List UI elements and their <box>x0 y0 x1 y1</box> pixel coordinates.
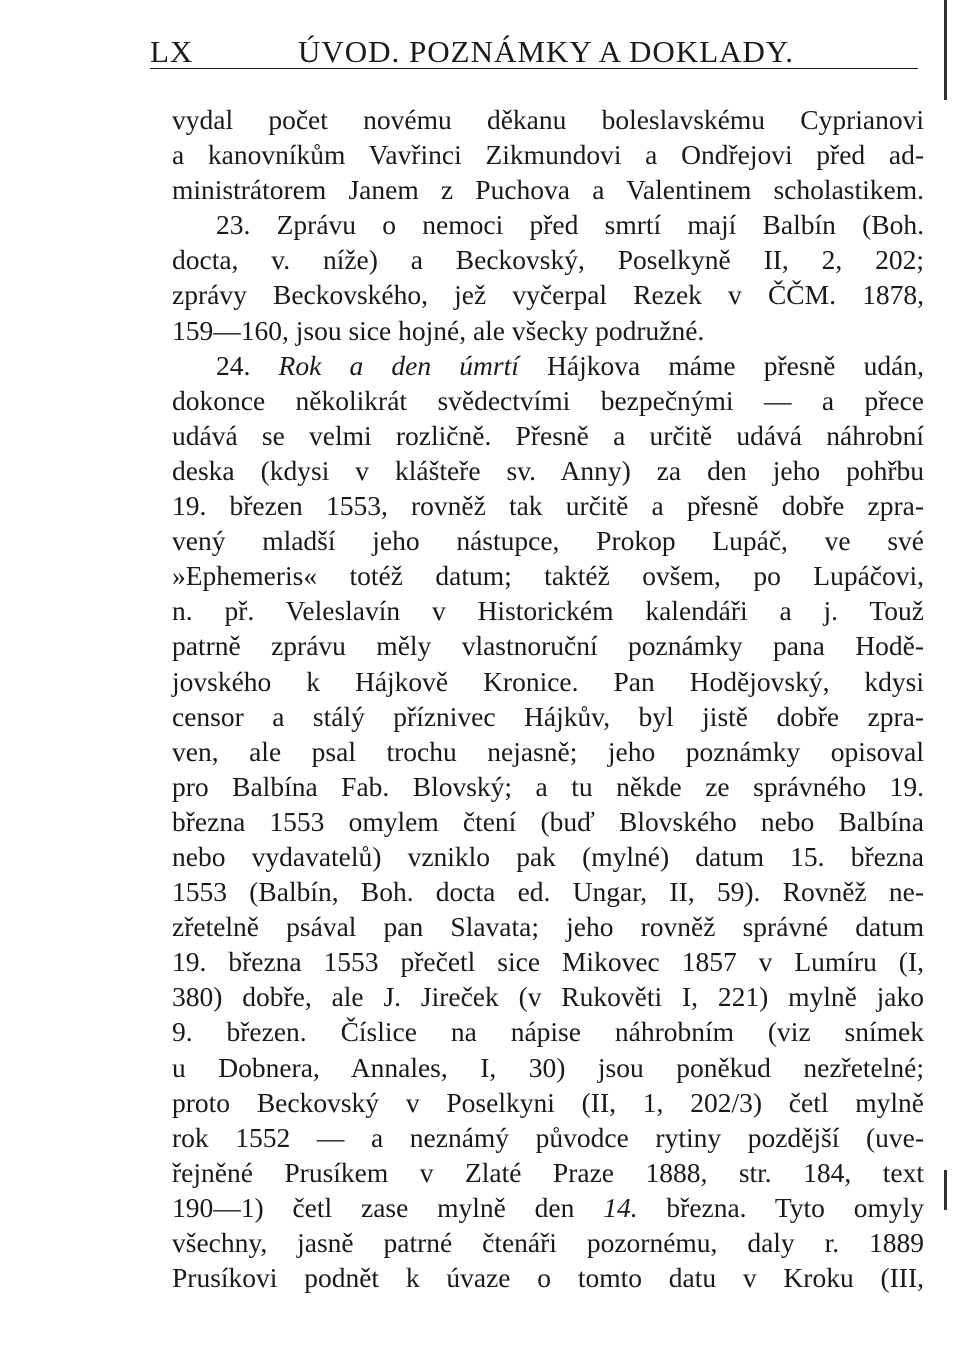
text-line: ven, ale psal trochu nejasně; jeho poznámky opisoval <box>172 735 924 767</box>
text-line: udává se velmi rozličně. Přesně a určitě udává náhrobní <box>172 419 924 451</box>
text-line: pro Balbína Fab. Blovský; a tu někde ze správného 19. <box>172 770 924 802</box>
text-line: Prusíkovi podnět k úvaze o tomto datu v Kroku (III, <box>172 1262 924 1294</box>
text-line: a kanovníkům Vavřinci Zikmundovi a Ondřejovi před ad- <box>172 139 924 171</box>
body-text <box>172 102 924 1295</box>
emphasized-text: Rok a den úmrtí <box>278 349 519 381</box>
scan-edge-mark <box>944 1170 947 1210</box>
text-line: proto Beckovský v Poselkyni (II, 1, 202/3) četl mylně <box>172 1086 924 1118</box>
text-line: řejněné Prusíkem v Zlaté Praze 1888, str. 184, text <box>172 1156 924 1188</box>
text-line: 19. března 1553 přečetl sice Mikovec 1857 v Lumíru (I, <box>172 946 924 978</box>
text-line: jovského k Hájkově Kronice. Pan Hodějovský, kdysi <box>172 665 924 697</box>
page-header <box>150 28 920 72</box>
text-line: vydal počet novému děkanu boleslavskému Cyprianovi <box>172 104 924 135</box>
text-line: 9. březen. Číslice na nápise náhrobním (viz snímek <box>172 1016 924 1048</box>
text-fragment: 190—1) četl zase mylně den <box>172 1191 604 1223</box>
text-line <box>172 1190 924 1225</box>
text-line: všechny, jasně patrné čtenáři pozornému, daly r. 1889 <box>172 1227 924 1258</box>
page-number: LX <box>150 34 194 69</box>
text-line: zřetelně psával pan Slavata; jeho rovněž správné datum <box>172 911 924 943</box>
text-line: zprávy Beckovského, jež vyčerpal Rezek v ČČM. 1878, <box>172 279 924 311</box>
emphasized-text: 14. <box>603 1191 638 1223</box>
text-line: ministrátorem Janem z Puchova a Valentinem scholastikem. <box>172 174 924 206</box>
text-line: 1553 (Balbín, Boh. docta ed. Ungar, II, 59). Rovněž ne- <box>172 876 924 908</box>
text-line: 159—160, jsou sice hojné, ale všecky podružné. <box>172 314 705 346</box>
text-line: »Ephemeris« totéž datum; taktéž ovšem, po Lupáčovi, <box>172 560 924 592</box>
text-line: nebo vydavatelů) vzniklo pak (mylné) datum 15. března <box>172 840 924 872</box>
header-rule <box>150 68 918 69</box>
running-title: ÚVOD. POZNÁMKY A DOKLADY. <box>298 34 795 69</box>
text-fragment: 24. <box>216 349 279 381</box>
text-fragment: Hájkova máme přesně udán, <box>518 349 924 381</box>
text-line: rok 1552 — a neznámý původce rytiny pozdější (uve- <box>172 1121 924 1153</box>
text-line: března 1553 omylem čtení (buď Blovského nebo Balbína <box>172 805 924 837</box>
text-line: 23. Zprávu o nemoci před smrtí mají Balbín (Boh. <box>216 209 924 241</box>
text-line <box>172 348 924 383</box>
text-line: 380) dobře, ale J. Jireček (v Rukověti I, 221) mylně jako <box>172 981 924 1013</box>
text-line: u Dobnera, Annales, I, 30) jsou poněkud nezřetelné; <box>172 1051 924 1083</box>
text-line: docta, v. níže) a Beckovský, Poselkyně II, 2, 202; <box>172 244 924 276</box>
text-line: deska (kdysi v klášteře sv. Anny) za den jeho pohřbu <box>172 454 924 486</box>
text-line: dokonce několikrát svědectvími bezpečnými — a přece <box>172 384 924 416</box>
text-line: 19. březen 1553, rovněž tak určitě a přesně dobře zpra- <box>172 490 924 522</box>
text-fragment: března. Tyto omyly <box>637 1191 925 1223</box>
text-line: censor a stálý příznivec Hájkův, byl jistě dobře zpra- <box>172 700 924 732</box>
scan-edge-mark <box>944 0 947 100</box>
text-line: n. př. Veleslavín v Historickém kalendáři a j. Touž <box>172 595 924 627</box>
text-line: patrně zprávu měly vlastnoruční poznámky pana Hodě- <box>172 630 924 662</box>
text-line: vený mladší jeho nástupce, Prokop Lupáč, ve své <box>172 525 924 557</box>
